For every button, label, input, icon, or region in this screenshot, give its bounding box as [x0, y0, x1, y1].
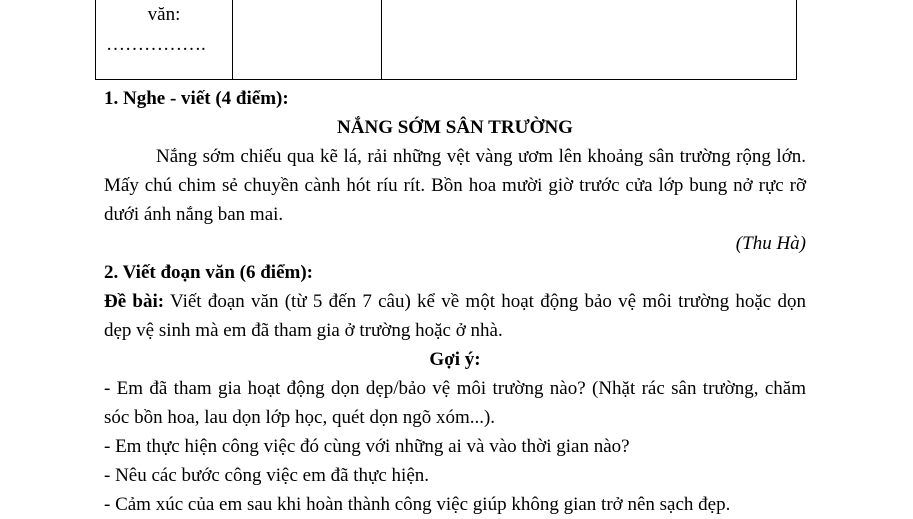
score-table-dots: …………….: [106, 34, 206, 55]
prompt-label: Đề bài:: [104, 291, 165, 312]
hint-item: - Nêu các bước công việc em đã thực hiện.: [104, 465, 430, 486]
hint-item: - Em đã tham gia hoạt động dọn dẹp/bảo vệ môi trường nào? (Nhặt rác sân trường, chăm sóc bồn hoa, lau dọn lớp học, quét dọn ngõ xóm...).: [104, 378, 806, 428]
dictation-author: (Thu Hà): [735, 233, 806, 254]
prompt-text: Viết đoạn văn (từ 5 đến 7 câu) kể về một hoạt động bảo vệ môi trường hoặc dọn dẹp vệ sinh mà em đã tham gia ở trường hoặc ở nhà.: [104, 291, 806, 341]
score-table-label-cell: [96, 0, 233, 80]
prompt-paragraph: [104, 287, 806, 345]
score-table-right-cell: [382, 0, 797, 80]
dictation-paragraph: Nắng sớm chiếu qua kẽ lá, rải những vệt vàng ươm lên khoảng sân trường rộng lớn. Mấy chú chim sẻ chuyền cành hót ríu rít. Bồn hoa mười giờ trước cửa lớp bung nở rực rỡ dưới ánh nắng ban mai.: [104, 146, 806, 225]
hint-title: Gợi ý:: [429, 349, 481, 370]
hint-item: - Em thực hiện công việc đó cùng với những ai và vào thời gian nào?: [104, 436, 630, 457]
score-table-label: văn:: [147, 4, 181, 25]
dictation-title: NẮNG SỚM SÂN TRƯỜNG: [337, 117, 573, 138]
score-table: [95, 0, 797, 80]
section1-heading: 1. Nghe - viết (4 điểm):: [104, 88, 289, 109]
document-content: [104, 84, 806, 519]
score-table-mid-cell: [233, 0, 382, 80]
section2-heading: 2. Viết đoạn văn (6 điểm):: [104, 262, 313, 283]
hint-item: - Cảm xúc của em sau khi hoàn thành công việc giúp không gian trở nên sạch đẹp.: [104, 494, 731, 515]
